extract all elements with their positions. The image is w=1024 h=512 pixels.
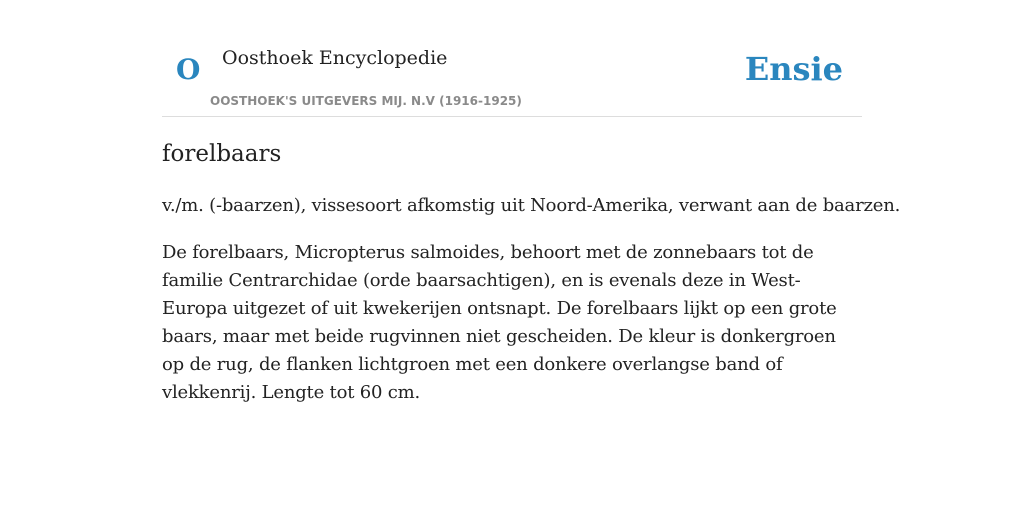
page (162, 0, 901, 403)
encyclopedia-header (162, 0, 862, 117)
publisher-line: OOSTHOEK'S UITGEVERS MIJ. N.V (1916-1925) (210, 94, 522, 108)
entry-definition: v./m. (-baarzen), vissesoort afkomstig uit Noord-Amerika, verwant aan de baarzen. (162, 195, 901, 216)
publication-title[interactable]: Oosthoek Encyclopedie (222, 47, 448, 69)
entry-title: forelbaars (162, 141, 282, 167)
ensie-brand-link[interactable]: Ensie (744, 50, 843, 88)
publication-logo[interactable]: O (176, 53, 201, 86)
entry-body: De forelbaars, Micropterus salmoides, behoort met de zonnebaars tot de familie Centrarchidae (orde baarsachtigen), en is evenals deze in West-Europa uitgezet of uit kwekerijen ontsnapt. De forelbaars lijkt op een grote baars, maar met beide rugvinnen niet gescheiden. De kleur is donkergroen op de rug, de flanken lichtgroen met een donkere overlangse band of vlekkenrij. Lengte tot 60 cm. (162, 242, 837, 403)
